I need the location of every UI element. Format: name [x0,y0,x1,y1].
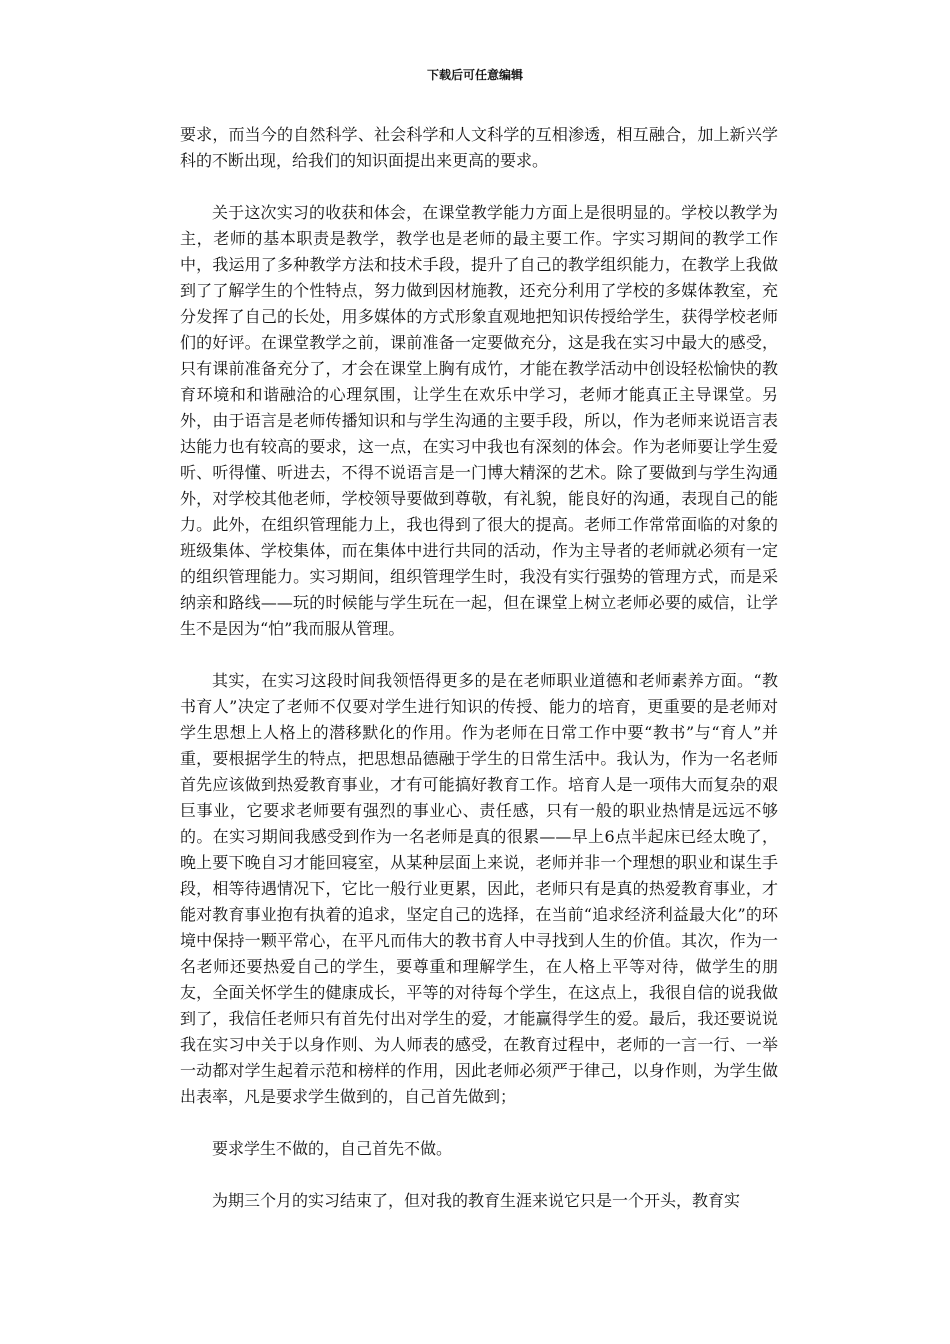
paragraph-continuation: 要求，而当今的自然科学、社会科学和人文科学的互相渗透，相互融合，加上新兴学科的不断出现，给我们的知识面提出来更高的要求。 [180,125,778,170]
paragraph-teaching-ability: 关于这次实习的收获和体会，在课堂教学能力方面上是很明显的。学校以教学为主，老师的基本职责是教学，教学也是老师的最主要工作。字实习期间的教学工作中，我运用了多种教学方法和技术手段，提升了自己的教学组织能力，在教学上我做到了了解学生的个性特点，努力做到因材施教，还充分利用了学校的多媒体教室，充分发挥了自己的长处，用多媒体的方式形象直观地把知识传授给学生，获得学校老师们的好评。在课堂教学之前，课前准备一定要做充分，这是我在实习中最大的感受，只有课前准备充分了，才会在课堂上胸有成竹，才能在教学活动中创设轻松愉快的教育环境和和谐融洽的心理氛围，让学生在欢乐中学习，老师才能真正主导课堂。另外，由于语言是老师传播知识和与学生沟通的主要手段，所以，作为老师来说语言表达能力也有较高的要求，这一点，在实习中我也有深刻的体会。作为老师要让学生爱听、听得懂、听进去，不得不说语言是一门博大精深的艺术。除了要做到与学生沟通外，对学校其他老师，学校领导要做到尊敬，有礼貌，能良好的沟通，表现自己的能力。此外，在组织管理能力上，我也得到了很大的提高。老师工作常常面临的对象的班级集体、学校集体，而在集体中进行共同的活动，作为主导者的老师就必须有一定的组织管理能力。实习期间，组织管理学生时，我没有实行强势的管理方式，而是采纳亲和路线——玩的时候能与学生玩在一起，但在课堂上树立老师必要的威信，让学生不是因为“怕”我而服从管理。 [180,203,778,638]
document-body [180,122,778,1214]
paragraph-professional-ethics: 其实，在实习这段时间我领悟得更多的是在老师职业道德和老师素养方面。“教书育人”决定了老师不仅要对学生进行知识的传授、能力的培育，更重要的是老师对学生思想上人格上的潜移默化的作用。作为老师在日常工作中要“教书”与“育人”并重，要根据学生的特点，把思想品德融于学生的日常生活中。我认为，作为一名老师首先应该做到热爱教育事业，才有可能搞好教育工作。培育人是一项伟大而复杂的艰巨事业，它要求老师要有强烈的事业心、责任感，只有一般的职业热情是远远不够的。在实习期间我感受到作为一名老师是真的很累——早上6点半起床已经太晚了，晚上要下晚自习才能回寝室，从某种层面上来说，老师并非一个理想的职业和谋生手段，相等待遇情况下，它比一般行业更累，因此，老师只有是真的热爱教育事业，才能对教育事业抱有执着的追求，坚定自己的选择，在当前“追求经济利益最大化”的环境中保持一颗平常心，在平凡而伟大的教书育人中寻找到人生的价值。其次，作为一名老师还要热爱自己的学生，要尊重和理解学生，在人格上平等对待，做学生的朋友，全面关怀学生的健康成长，平等的对待每个学生，在这点上，我很自信的说我做到了，我信任老师只有首先付出对学生的爱，才能赢得学生的爱。最后，我还要说说我在实习中关于以身作则、为人师表的感受，在教育过程中，老师的一言一行、一举一动都对学生起着示范和榜样的作用，因此老师必须严于律己，以身作则，为学生做出表率，凡是要求学生做到的，自己首先做到； [180,671,778,1106]
paragraph-lead-by-example: 要求学生不做的，自己首先不做。 [212,1139,453,1158]
page-header: 下载后可任意编辑 [426,68,523,82]
paragraph-conclusion: 为期三个月的实习结束了，但对我的教育生涯来说它只是一个开头，教育实 [212,1191,741,1210]
